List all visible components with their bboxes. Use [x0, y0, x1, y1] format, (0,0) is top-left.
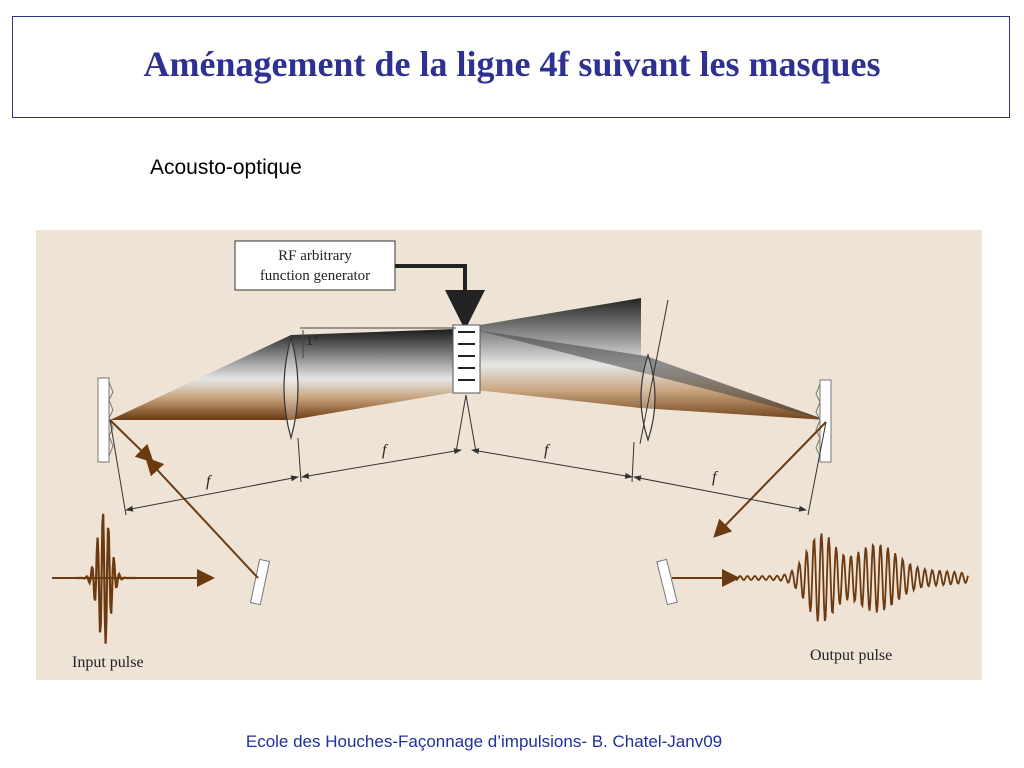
input-pulse-label: Input pulse	[72, 654, 144, 671]
output-pulse-label: Output pulse	[810, 647, 893, 664]
rf-box-line1: RF arbitrary	[278, 248, 352, 264]
focal-label-4: f	[712, 469, 717, 486]
slide-subtitle: Acousto-optique	[150, 156, 302, 179]
slide-title: Aménagement de la ligne 4f suivant les masques	[143, 44, 881, 84]
focal-label-2: f	[382, 442, 387, 459]
focal-label-1: f	[206, 473, 211, 490]
focal-label-3: f	[544, 442, 549, 459]
rf-generator-box	[235, 241, 395, 290]
acousto-optic-modulator	[453, 325, 480, 393]
slide-footer: Ecole des Houches-Façonnage d’impulsions- B. Chatel-Janv09	[245, 732, 723, 751]
fourf-line-diagram	[36, 230, 982, 680]
angle-label: 1°	[306, 334, 319, 349]
figure-background	[36, 230, 982, 680]
rf-box-line2: function generator	[259, 268, 371, 284]
